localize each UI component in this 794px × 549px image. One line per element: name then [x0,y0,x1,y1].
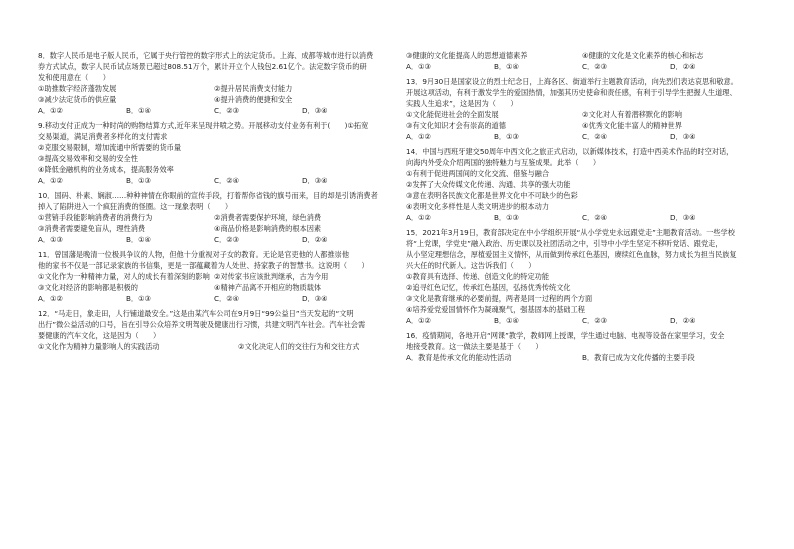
question-stem: 实践人生追求”，这是因为（ ） [406,99,518,108]
question-14 [406,146,758,223]
statement: ②追寻红色记忆，传承红色基因，弘扬优秀传统文化 [406,283,571,292]
statement-row: ③有文化知识才会有崇高的道德 ④优秀文化能丰富人的精神世界 [406,121,682,130]
statement: ③意在表明各民族文化都是世界文化中不可缺少的色彩 [406,191,578,200]
question-stem: 从小坚定理想信念，厚植爱国主义情怀，从而做到传承红色基因，赓续红色血脉，努力成长为担当民族复 [406,250,737,259]
answer-options: A．①② B．①④ C．②③ D．③④ [38,106,328,115]
answer-options: A．①② B．①③ C．②④ D．③④ [406,132,696,141]
left-column [38,50,390,352]
answer-options: A．①③ B．①④ C．②③ D．②④ [406,62,696,71]
statement: ②发挥了大众传媒文化传递、沟通、共享的强大功能 [406,180,571,189]
statement-row: ①文化能促进社会的全面发展 ②文化对人有着潜移默化的影响 [406,110,682,119]
statement-row: ③文化对经济的影响都是积极的 ④精神产品离不开相应的物质载体 [38,283,322,292]
statement-row: ①助推数字经济蓬勃发展 ②提升居民消费支付能力 [38,84,293,93]
question-11 [38,249,390,304]
statement: ④培养爱党爱国情怀作为凝魂聚气，强基固本的基础工程 [406,305,585,314]
question-stem: 交易渠道，满足消费者多样化的支付需求 [38,132,168,141]
question-12 [38,308,390,352]
answer-options: A．①② B．①④ C．②③ D．②④ [406,316,696,325]
question-stem: 14．中国与西班牙建交50周年中西文化之旅正式启动，以新媒体技术，打造中西美术作品的时空对话， [406,147,734,156]
question-stem: 开展这项活动，有利于激发学生的爱国热情，加强其历史使命和责任感，有利于引导学生把握人生道理、 [406,88,737,97]
question-stem: 发和使用意在（ ） [38,73,110,82]
question-stem: 券方式试点，数字人民币试点场景已超过808.51万个，累计开立个人钱包2.61亿个。法定数字货币的研 [38,62,367,71]
statement-row: ①营销手段能影响消费者的消费行为 ②消费者需要保护环境，绿色消费 [38,213,322,222]
answer-options: A．①② B．①③ C．②④ D．③④ [38,176,328,185]
question-10 [38,190,390,245]
answer-options: A．①③ B．①④ C．②③ D．②④ [38,235,328,244]
statement: ④降低金融机构的业务成本，提高服务效率 [38,165,174,174]
question-16 [406,330,758,363]
question-stem: 出行”微公益活动的口号，旨在引导公众培养文明驾驶及健康出行习惯，共建文明汽车社会。汽车社会需 [38,320,366,329]
answer-options: A．①② B．①③ C．②④ D．③④ [38,294,328,303]
question-13 [406,76,758,142]
question-8 [38,50,390,116]
question-stem: 9.移动支付正成为一种时尚的购物结算方式,近年来呈现井喷之势。开展移动支付业务有利于( )①拓宽 [38,121,369,130]
statement-row: ③消费者需要避免盲从，理性消费 ④商品价格是影响消费的根本因素 [38,224,322,233]
question-stem: 16．疫情期间，各地开启“网课”教学，教师网上授课，学生通过电脑、电视等设备在家里学习，安全 [406,331,725,340]
question-stem: 13．9月30日是国家设立的烈士纪念日，上海各区、街道举行主题教育活动，向先烈们表达哀思和敬意。 [406,77,738,86]
question-stem: 兴大任的时代新人。这告诉我们（ ） [406,261,536,270]
question-12-continued [406,50,758,72]
right-column [406,50,758,363]
statement-row: ①文化作为一种精神力量，对人的成长有着深刻的影响 ②对传家书应该批判继承，古为今用 [38,272,329,281]
question-stem: 12．“马走日，象走田，人行铺道最安全。”这是由某汽车公司在9月9日“99公益日”当天发起的“文明 [38,309,354,318]
question-stem: 8．数字人民币是电子版人民币，它属于央行管控的数字形式上的法定货币。上海、成都等城市进行以消费 [38,51,374,60]
statement: ③文化是教育继承的必要前提，两者是同一过程的两个方面 [406,294,593,303]
question-stem: 地接受教育。这一做法主要是基于（ ） [406,342,543,351]
question-stem: 将“上党课，学党史”融入政治、历史课以及社团活动之中，引导中小学生坚定不移听党话、跟党走， [406,239,723,248]
statement-row: ①文化作为精神力量影响人的实践活动 ②文化决定人们的交往行为和交往方式 [38,342,360,351]
question-stem: 15．2021年3月19日，教育部决定在中小学组织开展“从小学党史永远跟党走”主题教育活动。一些学校 [406,228,735,237]
question-15 [406,227,758,326]
question-stem: 向海内外受众介绍两国的独特魅力与互鉴成果。此举（ ） [406,158,601,167]
question-stem: 11．曾国藩是晚清一位极具争议的人物，但他十分重视对子女的教育。无论是官吏他的人都推崇他 [38,250,350,259]
answer-options: A．①② B．①③ C．②④ D．③④ [406,213,696,222]
question-9 [38,120,390,186]
statement: ①教育具有选择、传递、创造文化的特定功能 [406,272,550,281]
statement-row: A．教育是传承文化的能动性活动 B．教育已成为文化传播的主要手段 [406,353,695,362]
question-stem: 要健康的汽车文化，这是因为（ ） [38,331,161,340]
statement-row: ③健康的文化能提高人的思想道德素养 ④健康的文化是文化素养的核心和标志 [406,51,704,60]
statement: ④表明文化多样性是人类文明进步的根本动力 [406,202,550,211]
question-stem: 10．国码、朴素、娴淑……种种神情在你眼前的宣传手段，打着帮你省钱的旗号而来，目的却是引诱消费者 [38,191,378,200]
statement: ③提高交易效率和交易的安全性 [38,154,138,163]
question-stem: 掉入了陷阱进入一个疯狂消费的怪圈。这一现象表明（ ） [38,202,233,211]
question-stem: 他的家书不仅是一部记录家族的书信集，更是一部蕴藏着为人处世、持家教子的智慧书。这说明（ ） [38,261,369,270]
statement: ②克服交易限制，增加流通中所需要的货币量 [38,143,182,152]
statement-row: ③减少法定货币的供应量 ④提升消费的便捷和安全 [38,95,293,104]
statement: ①有利于促进两国间的文化交流、借鉴与融合 [406,169,550,178]
